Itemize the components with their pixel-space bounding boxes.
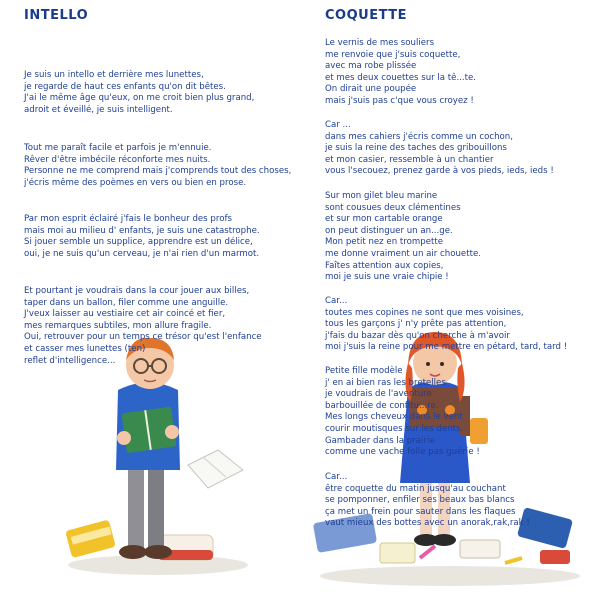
text-line: et sur mon cartable orange: [325, 214, 443, 225]
right-stanza-5: [325, 366, 480, 459]
text-line: Le vernis de mes souliers: [325, 38, 435, 48]
text-line: barbouillée de confitu...re.: [325, 400, 439, 411]
text-line: Et pourtant je voudrais dans la cour jouer aux billes,: [24, 286, 250, 296]
left-stanza-1: [24, 70, 254, 116]
text-line: oui, je ne suis qu'un cerveau, je n'ai rien d'un marmot.: [24, 248, 260, 259]
left-stanza-3: [24, 214, 260, 260]
text-line: moi j'suis la reine pour me mettre en pétard, tard, tard !: [325, 342, 568, 353]
left-stanza-4: [24, 286, 262, 367]
text-line: sont cousues deux clémentines: [325, 202, 461, 213]
text-line: et casser mes lunettes (ten): [24, 343, 146, 354]
text-line: Mes longs cheveux dans le vent: [325, 412, 463, 423]
text-line: et mes deux couettes sur la tê...te.: [325, 72, 477, 83]
text-line: vaut mieux des bottes avec un anorak,rak,rak !: [325, 518, 530, 529]
text-line: j'fais du bazar dès qu'on cherche à m'avoir: [325, 330, 510, 341]
text-line: Tout me paraît facile et parfois je m'ennuie.: [24, 143, 212, 153]
text-line: être coquette du matin jusqu'au couchant: [325, 483, 506, 494]
text-line: toutes mes copines ne sont que mes voisines,: [325, 307, 524, 318]
text-line: Car...: [325, 472, 348, 482]
text-line: J'veux laisser au vestiaire cet air coincé et fier,: [24, 309, 226, 320]
text-line: moi je suis une vraie chipie !: [325, 272, 449, 283]
text-line: vous l'secouez, prenez garde à vos pieds, ieds, ieds !: [325, 166, 554, 177]
text-line: Sur mon gilet bleu marine: [325, 191, 438, 201]
text-line: mais moi au milieu d' enfants, je suis une catastrophe.: [24, 225, 260, 236]
text-line: J'ai le même âge qu'eux, on me croit bien plus grand,: [24, 93, 255, 104]
text-line: je voudrais de l'aventure: [325, 389, 432, 400]
right-stanza-6: [325, 472, 530, 530]
right-stanza-4: [325, 296, 567, 354]
left-page-title: INTELLO: [24, 8, 89, 23]
text-line: tous les garçons j' n'y prête pas attention,: [325, 319, 507, 330]
text-line: on peut distinguer un an...ge.: [325, 225, 453, 236]
text-line: me renvoie que j'suis coquette,: [325, 49, 461, 60]
text-line: Si jouer semble un supplice, apprendre est un délice,: [24, 237, 253, 248]
text-line: avec ma robe plissée: [325, 61, 417, 72]
text-line: adroit et éveillé, je suis intelligent.: [24, 104, 173, 115]
text-line: Oui, retrouver pour un temps ce trésor qu'est l'enfance: [24, 332, 262, 343]
text-line: Personne ne me comprend mais j'comprends tout des choses,: [24, 166, 292, 177]
text-line: Je suis un intello et derrière mes lunettes,: [24, 70, 204, 80]
text-line: Mon petit nez en trompette: [325, 237, 444, 248]
text-line: se pomponner, enfiler ses beaux bas blancs: [325, 495, 515, 506]
text-line: taper dans un ballon, filer comme une anguille.: [24, 297, 229, 308]
text-line: reflet d'intelligence...: [24, 355, 116, 366]
text-line: comme une vache folle pas guérie !: [325, 447, 480, 458]
text-line: Rêver d'être imbécile réconforte mes nuits.: [24, 154, 211, 165]
text-line: courir moutisques sur les dents.: [325, 423, 464, 434]
right-stanza-3: [325, 191, 481, 284]
text-line: je regarde de haut ces enfants qu'on dit bêtes.: [24, 81, 226, 92]
text-line: Gambader dans la prairie: [325, 435, 435, 446]
right-page-title: COQUETTE: [325, 8, 407, 23]
text-line: Car...: [325, 296, 348, 306]
text-line: et mon casier, ressemble à un chantier: [325, 154, 494, 165]
left-stanza-2: [24, 143, 291, 189]
right-stanza-1: [325, 38, 476, 108]
text-line: ça met un frein pour sauter dans les flaques: [325, 506, 516, 517]
text-line: j' en ai bien ras les bretelles: [325, 377, 446, 388]
text-line: Petite fille modèle: [325, 366, 403, 376]
text-line: me donne vraiment un air chouette.: [325, 248, 481, 259]
text-line: je suis la reine des taches des gribouillons: [325, 143, 507, 154]
text-line: Car ...: [325, 120, 351, 130]
text-line: mes remarques subtiles, mon allure fragile.: [24, 320, 212, 331]
text-line: Par mon esprit éclairé j'fais le bonheur des profs: [24, 214, 232, 224]
right-stanza-2: [325, 120, 554, 178]
text-line: On dirait une poupée: [325, 84, 417, 95]
right-page: [300, 0, 600, 603]
text-line: mais j'suis pas c'que vous croyez !: [325, 95, 474, 106]
text-line: dans mes cahiers j'écris comme un cochon,: [325, 131, 513, 142]
text-line: Faîtes attention aux copies,: [325, 260, 444, 271]
text-line: j'écris même des poèmes en vers ou bien en prose.: [24, 177, 247, 188]
